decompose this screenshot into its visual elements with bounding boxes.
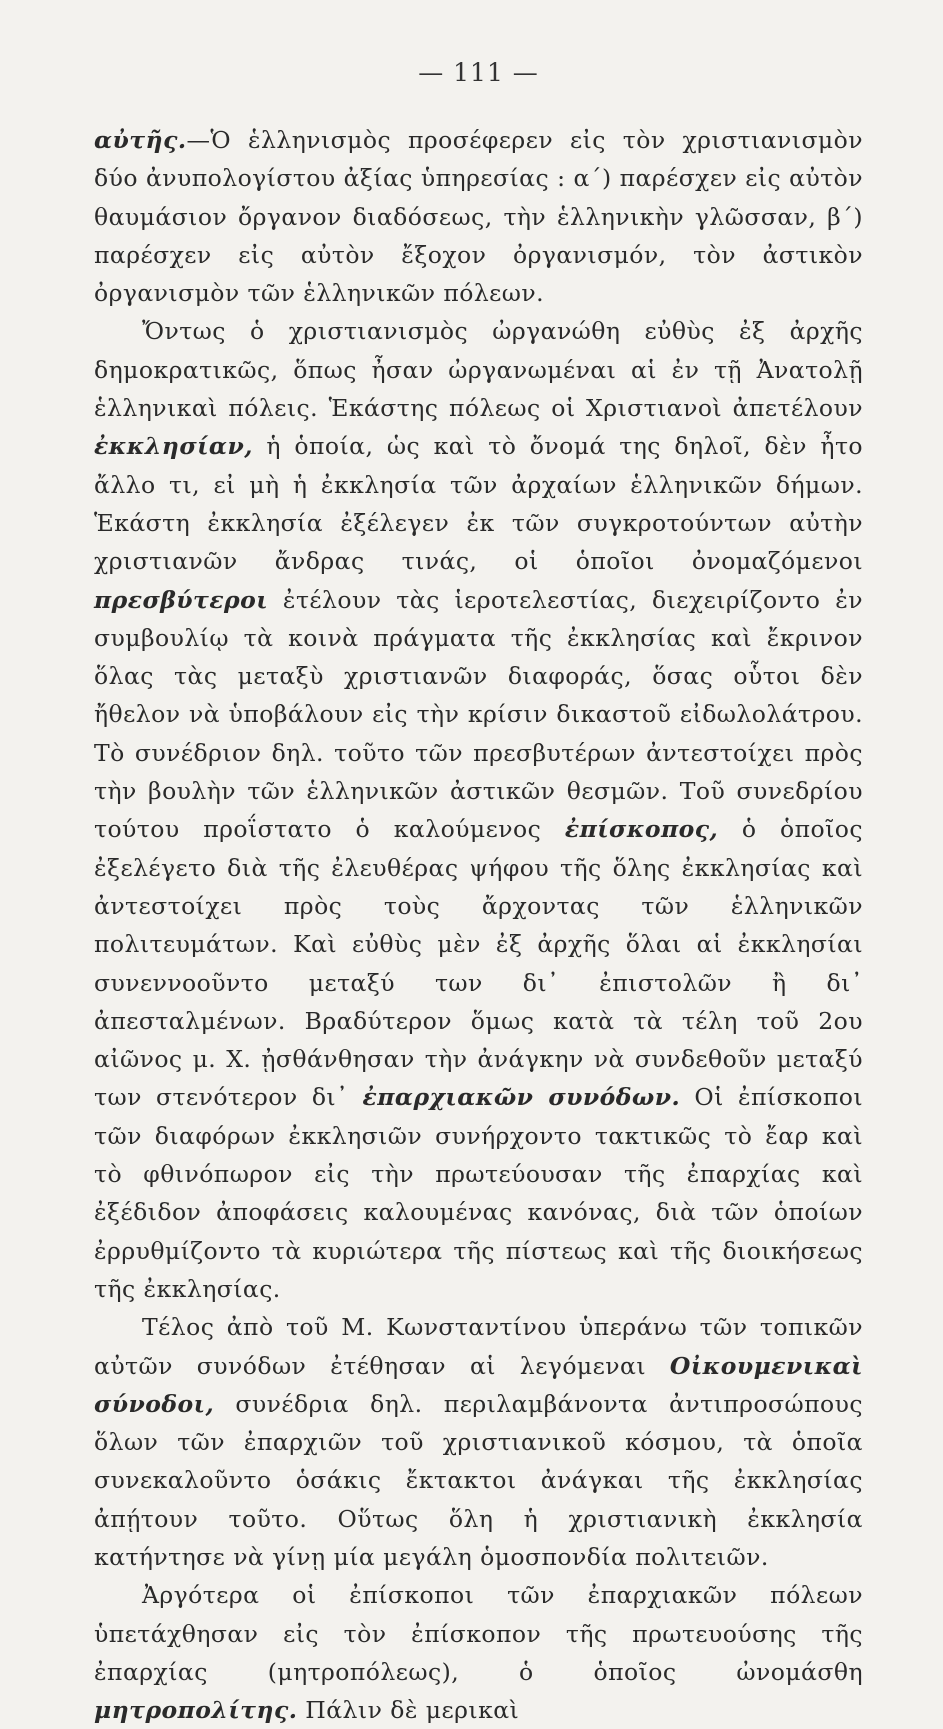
text-segment: Οἱ ἐπίσκοποι τῶν διαφόρων ἐκκλησιῶν συνήρχοντο τακτικῶς τὸ ἔαρ καὶ τὸ φθινόπωρον εἰς τὴν πρωτεύουσαν τῆς ἐπαρχίας καὶ ἐξέδιδον ἀποφάσεις καλουμένας κανόνας, διὰ τῶν ὁποίων ἐρρυθμίζοντο τὰ κυριώτερα τῆς πίστεως καὶ τῆς διοικήσεως τῆς ἐκκλησίας.	[94, 1083, 863, 1303]
emphasized-term: ἐπίσκοπος,	[564, 815, 719, 844]
text-segment: Πάλιν δὲ μερικαὶ	[297, 1696, 520, 1725]
paragraph	[94, 1308, 863, 1576]
paragraph	[94, 1576, 863, 1729]
paragraph	[94, 312, 863, 1308]
text-segment: ἡ ὁποία, ὡς καὶ τὸ ὄνομά της δηλοῖ, δὲν ἦτο ἄλλο τι, εἰ μὴ ἡ ἐκκλησία τῶν ἀρχαίων ἑλληνικῶν δήμων. Ἑκάστη ἐκκλησία ἐξέλεγεν ἐκ τῶν συγκροτούντων αὐτὴν χριστιανῶν ἄνδρας τινάς, οἱ ὁποῖοι ὀνομαζόμενοι	[94, 432, 863, 576]
emphasized-term: μητροπολίτης.	[94, 1696, 298, 1725]
text-segment: συνέδρια δηλ. περιλαμβάνοντα ἀντιπροσώπους ὅλων τῶν ἐπαρχιῶν τοῦ χριστιανικοῦ κόσμου, τὰ ὁποῖα συνεκαλοῦντο ὁσάκις ἔκτακτοι ἀνάγκαι τῆς ἐκκλησίας ἀπῄτουν τοῦτο. Οὕτως ὅλη ἡ χριστιανικὴ ἐκκλησία κατήντησε νὰ γίνῃ μία μεγάλη ὁμοσπονδία πολιτειῶν.	[94, 1389, 863, 1571]
page-number: — 111 —	[418, 58, 539, 87]
emphasized-term: Οἰκουμενικαὶ σύνοδοι,	[94, 1351, 863, 1418]
body-text	[94, 121, 863, 1729]
emphasized-term: αὐτῆς.	[94, 126, 187, 154]
text-segment: —Ὁ ἑλληνισμὸς προσέφερεν εἰς τὸν χριστιανισμὸν δύο ἀνυπολογίστου ἀξίας ὑπηρεσίας : α΄) παρέσχεν εἰς αὐτὸν θαυμάσιον ὄργανον διαδόσεως, τὴν ἑλληνικὴν γλῶσσαν, β΄) παρέσχεν εἰς αὐτὸν ἔξοχον ὀργανισμόν, τὸν ἀστικὸν ὀργανισμὸν τῶν ἑλληνικῶν πόλεων.	[94, 126, 863, 308]
paragraph	[94, 121, 863, 312]
emphasized-term: ἐκκλησίαν,	[94, 432, 253, 461]
emphasized-term: πρεσβύτεροι	[94, 585, 269, 614]
text-segment: Τέλος ἀπὸ τοῦ Μ. Κωνσταντίνου ὑπεράνω τῶν τοπικῶν αὐτῶν συνόδων ἐτέθησαν αἱ λεγόμεναι	[94, 1313, 863, 1380]
emphasized-term: ἐπαρχιακῶν συνόδων.	[362, 1083, 681, 1112]
text-segment: ἐτέλουν τὰς ἱεροτελεστίας, διεχειρίζοντο ἐν συμβουλίῳ τὰ κοινὰ πράγματα τῆς ἐκκλησίας καὶ ἔκρινον ὅλας τὰς μεταξὺ χριστιανῶν διαφοράς, ὅσας οὗτοι δὲν ἤθελον νὰ ὑποβάλουν εἰς τὴν κρίσιν δικαστοῦ εἰδωλολάτρου. Τὸ συνέδριον δηλ. τοῦτο τῶν πρεσβυτέρων ἀντεστοίχει πρὸς τὴν βουλὴν τῶν ἑλληνικῶν ἀστικῶν θεσμῶν. Τοῦ συνεδρίου τούτου προΐστατο ὁ καλούμενος	[94, 585, 863, 844]
text-segment: Ἀργότερα οἱ ἐπίσκοποι τῶν ἐπαρχιακῶν πόλεων ὑπετάχθησαν εἰς τὸν ἐπίσκοπον τῆς πρωτευούσης τῆς ἐπαρχίας (μητροπόλεως), ὁ ὁποῖος ὠνομάσθη	[94, 1581, 863, 1686]
text-segment: ὁ ὁποῖος ἐξελέγετο διὰ τῆς ἐλευθέρας ψήφου τῆς ὅλης ἐκκλησίας καὶ ἀντεστοίχει πρὸς τοὺς ἄρχοντας τῶν ἑλληνικῶν πολιτευμάτων. Καὶ εὐθὺς μὲν ἐξ ἀρχῆς ὅλαι αἱ ἐκκλησίαι συνεννοοῦντο μεταξύ των δι᾽ ἐπιστολῶν ἢ δι᾽ ἀπεσταλμένων. Βραδύτερον ὅμως κατὰ τὰ τέλη τοῦ 2ου αἰῶνος μ. Χ. ᾐσθάνθησαν τὴν ἀνάγκην νὰ συνδεθοῦν μεταξύ των στενότερον δι᾽	[94, 815, 864, 1112]
text-segment: Ὄντως ὁ χριστιανισμὸς ὠργανώθη εὐθὺς ἐξ ἀρχῆς δημοκρατικῶς, ὅπως ἦσαν ὠργανωμέναι αἱ ἐν τῇ Ἀνατολῇ ἑλληνικαὶ πόλεις. Ἑκάστης πόλεως οἱ Χριστιανοὶ ἀπετέλουν	[94, 317, 863, 423]
